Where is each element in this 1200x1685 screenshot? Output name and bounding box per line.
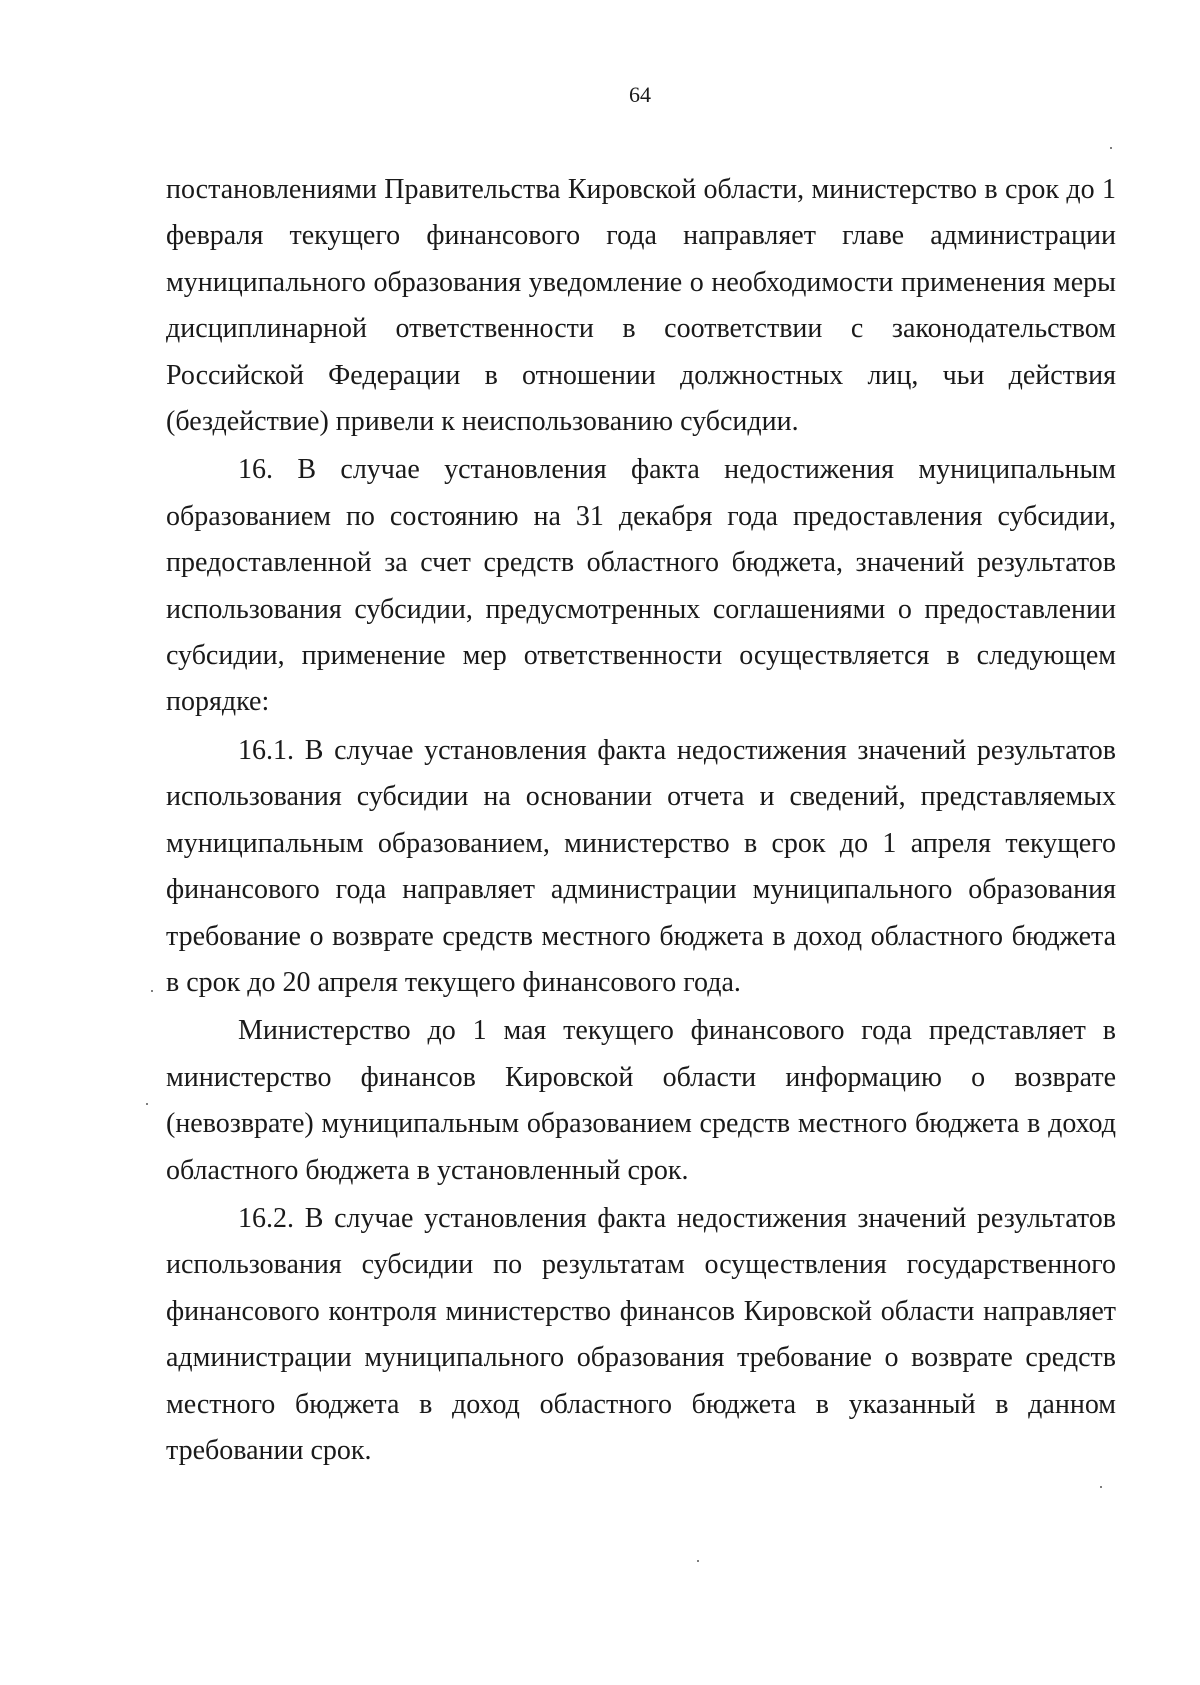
scan-speck	[146, 1103, 148, 1105]
scan-speck	[1100, 1486, 1102, 1488]
scan-speck	[697, 1560, 699, 1562]
paragraph-continuation: постановлениями Правительства Кировской области, министерство в срок до 1 февраля текущего финансового года направляет главе администрации муниципального образования уведомление о необходимости применения меры дисциплинарной ответственности в соответствии с законодательством Российской Федерации в отношении должностных лиц, чьи действия (бездействие) привели к неиспользованию субсидии.	[166, 174, 1116, 438]
scan-speck	[151, 990, 153, 992]
scan-speck	[1110, 147, 1112, 149]
paragraph-16: 16. В случае установления факта недостижения муниципальным образованием по состоянию на 31 декабря года предоставления субсидии, предоставленной за счет средств областного бюджета, значений результатов использования субсидии, предусмотренных соглашениями о предоставлении субсидии, применение мер ответственности осуществляется в следующем порядке:	[166, 454, 1116, 718]
document-body	[166, 167, 1116, 1474]
paragraph-16-1: 16.1. В случае установления факта недостижения значений результатов использования субсидии на основании отчета и сведений, представляемых муниципальным образованием, министерство в срок до 1 апреля текущего финансового года направляет администрации муниципального образования требование о возврате средств местного бюджета в доход областного бюджета в срок до 20 апреля текущего финансового года.	[166, 734, 1116, 998]
paragraph-ministry-report: Министерство до 1 мая текущего финансового года представляет в министерство финансов Кировской области информацию о возврате (невозврате) муниципальным образованием средств местного бюджета в доход областного бюджета в установленный срок.	[166, 1015, 1116, 1186]
paragraph-16-2: 16.2. В случае установления факта недостижения значений результатов использования субсидии по результатам осуществления государственного финансового контроля министерство финансов Кировской области направляет администрации муниципального образования требование о возврате средств местного бюджета в доход областного бюджета в указанный в данном требовании срок.	[166, 1202, 1116, 1466]
page-number: 64	[629, 82, 651, 107]
